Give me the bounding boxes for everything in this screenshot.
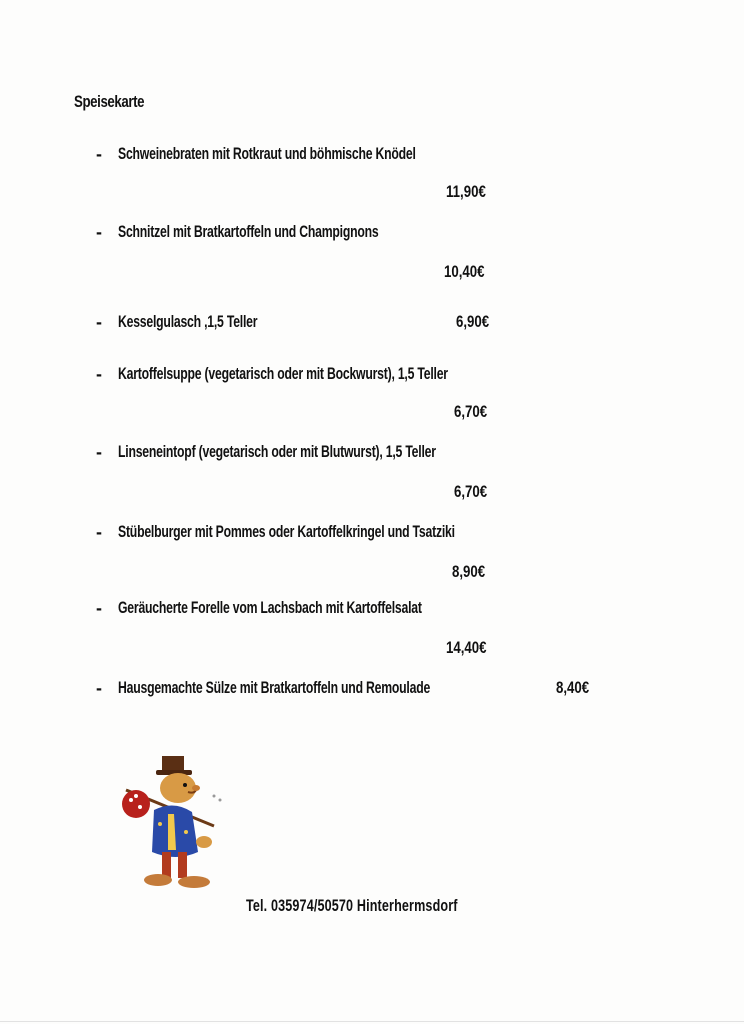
list-dash: - [96, 312, 102, 332]
menu-item [96, 678, 724, 704]
menu-item [96, 364, 724, 390]
menu-item-price: 8,40€ [556, 678, 590, 697]
menu-item-name: Stübelburger mit Pommes oder Kartoffelkringel und Tsatziki [118, 522, 455, 541]
menu-item [96, 442, 724, 468]
wanderer-mascot-icon [118, 752, 228, 902]
contact-line: Tel. 035974/50570 Hinterhermsdorf [246, 896, 458, 915]
menu-item-price: 6,90€ [456, 312, 490, 331]
scan-edge-divider [0, 1021, 744, 1022]
menu-item-price: 8,90€ [452, 562, 486, 581]
menu-item-price: 6,70€ [454, 482, 488, 501]
menu-item-name: Hausgemachte Sülze mit Bratkartoffeln und Remoulade [118, 678, 431, 697]
list-dash: - [96, 442, 102, 462]
menu-item-name: Linseneintopf (vegetarisch oder mit Blutwurst), 1,5 Teller [118, 442, 436, 461]
menu-item-name: Kesselgulasch ,1,5 Teller [118, 312, 258, 331]
list-dash: - [96, 222, 102, 242]
menu-item-price: 11,90€ [446, 182, 486, 201]
menu-item-name: Schnitzel mit Bratkartoffeln und Champignons [118, 222, 379, 241]
menu-item [96, 222, 724, 248]
menu-item-price: 6,70€ [454, 402, 488, 421]
list-dash: - [96, 364, 102, 384]
menu-item [96, 144, 724, 170]
menu-item [96, 598, 724, 624]
list-dash: - [96, 144, 102, 164]
list-dash: - [96, 598, 102, 618]
menu-item-name: Schweinebraten mit Rotkraut und böhmische Knödel [118, 144, 416, 163]
menu-item-name: Geräucherte Forelle vom Lachsbach mit Kartoffelsalat [118, 598, 422, 617]
menu-item-price: 14,40€ [446, 638, 487, 657]
list-dash: - [96, 678, 102, 698]
menu-item-name: Kartoffelsuppe (vegetarisch oder mit Bockwurst), 1,5 Teller [118, 364, 448, 383]
menu-title: Speisekarte [74, 92, 145, 111]
menu-item [96, 522, 724, 548]
list-dash: - [96, 522, 102, 542]
menu-item-price: 10,40€ [444, 262, 485, 281]
menu-item [96, 312, 724, 338]
